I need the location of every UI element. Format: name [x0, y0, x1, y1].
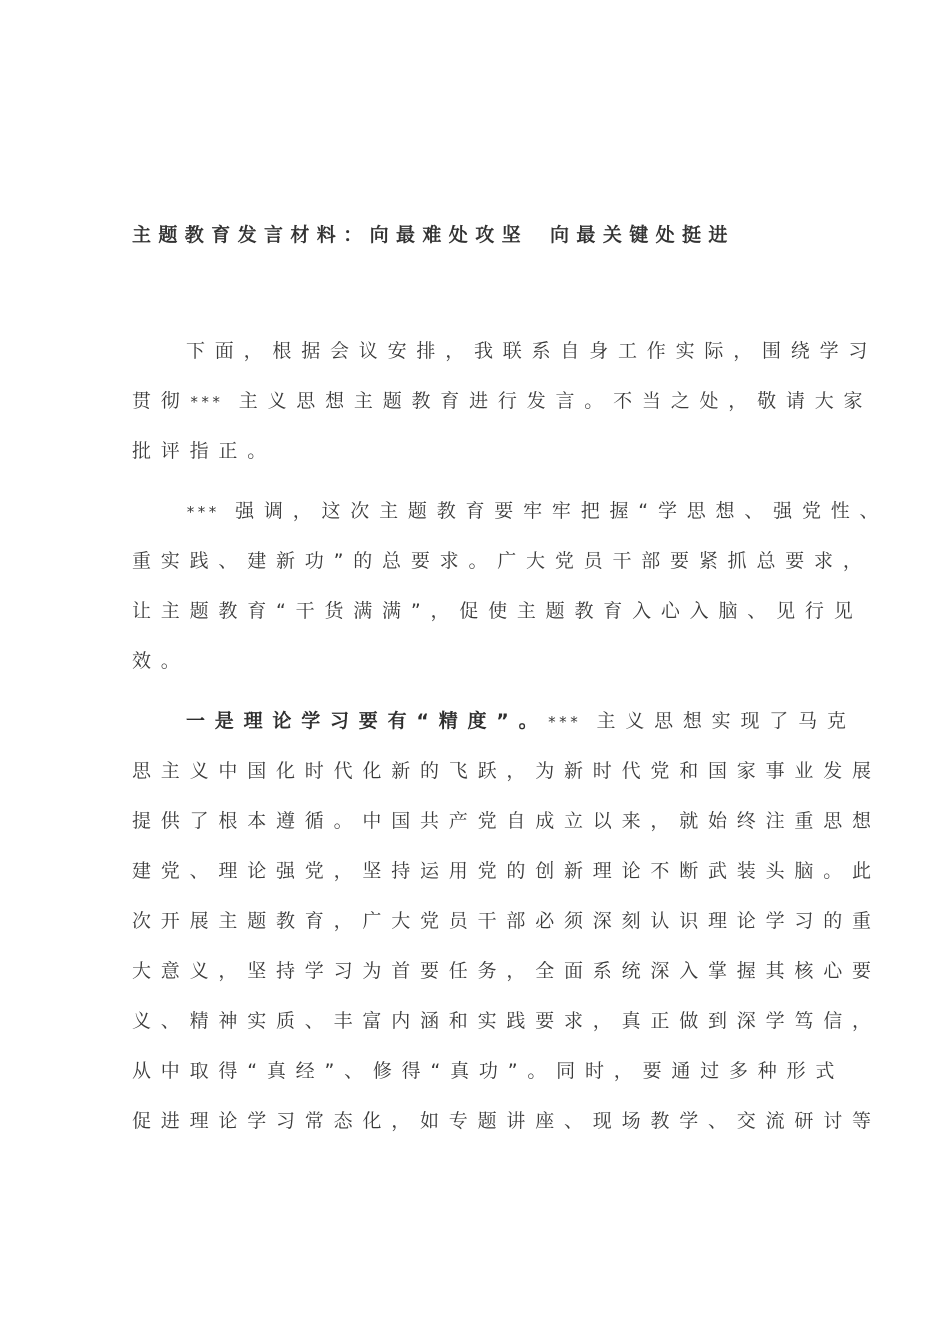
paragraph-3-line-8: 从中取得“真经”、修得“真功”。同时，要通过多种形式 — [132, 1060, 845, 1082]
paragraph-2-line-2: 重实践、建新功”的总要求。广大党员干部要紧抓总要求， — [132, 550, 872, 572]
paragraph-3-line-4: 建党、理论强党，坚持运用党的创新理论不断武装头脑。此 — [132, 860, 881, 882]
title-part-1: 主题教育发言材料：向最难处攻坚 — [132, 224, 529, 246]
paragraph-3-line-6: 大意义，坚持学习为首要任务，全面系统深入掌握其核心要 — [132, 960, 881, 982]
paragraph-2-line-3: 让主题教育“干货满满”，促使主题教育入心入脑、见行见 — [132, 600, 863, 622]
document-title — [132, 220, 852, 247]
paragraph-3-line-2: 思主义中国化时代化新的飞跃，为新时代党和国家事业发展 — [132, 760, 881, 782]
paragraph-3-line-5: 次开展主题教育，广大党员干部必须深刻认识理论学习的重 — [132, 910, 881, 932]
paragraph-2-line-4: 效。 — [132, 650, 190, 672]
paragraph-3-line-3: 提供了根本遵循。中国共产党自成立以来，就始终注重思想 — [132, 810, 881, 832]
paragraph-1-line-2: 贯彻*** 主义思想主题教育进行发言。不当之处，敬请大家 — [132, 390, 873, 412]
title-part-2: 向最关键处挺进 — [550, 224, 735, 246]
paragraph-1-line-1: 下面，根据会议安排，我联系自身工作实际，围绕学习 — [186, 340, 878, 362]
paragraph-1-line-3: 批评指正。 — [132, 440, 277, 462]
paragraph-3-line-9: 促进理论学习常态化，如专题讲座、现场教学、交流研讨等 — [132, 1110, 881, 1132]
paragraph-2-line-1: *** 强调，这次主题教育要牢牢把握“学思想、强党性、 — [186, 500, 889, 522]
paragraph-3-line-7: 义、精神实质、丰富内涵和实践要求，真正做到深学笃信， — [132, 1010, 881, 1032]
paragraph-3-line-1: 一是理论学习要有“精度”。*** 主义思想实现了马克 — [186, 710, 856, 732]
